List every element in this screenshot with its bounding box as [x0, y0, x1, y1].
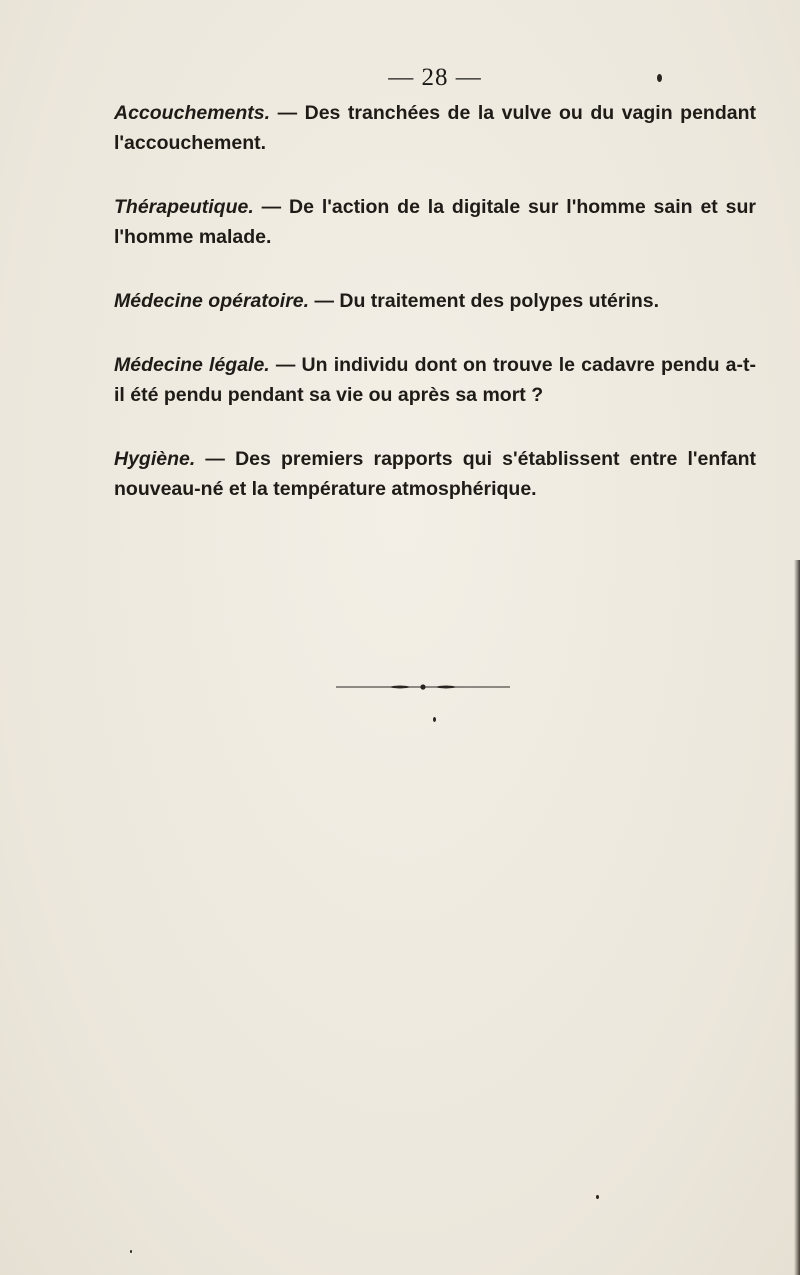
- page-number: — 28 —: [388, 64, 482, 91]
- rubric-medecine-legale: Médecine légale.: [114, 354, 270, 376]
- question-therapeutique: [114, 192, 756, 252]
- thesis-questions: [114, 98, 756, 538]
- question-text-hygiene: — Des premiers rapports qui s'établissent entre l'enfant nouveau-né et la température atmosphérique.: [114, 448, 756, 500]
- question-text-medecine-legale: — Un individu dont on trouve le cadavre pendu a-t-il été pendu pendant sa vie ou après sa mort ?: [114, 354, 756, 406]
- question-hygiene: [114, 444, 756, 504]
- rubric-therapeutique: Thérapeutique.: [114, 196, 254, 218]
- question-medecine-legale: [114, 350, 756, 410]
- ink-speck: [596, 1195, 599, 1199]
- divider-ornament-icon: [336, 684, 510, 690]
- page-edge-shadow: [794, 560, 800, 1275]
- ink-speck: [130, 1250, 132, 1253]
- question-text-therapeutique: — De l'action de la digitale sur l'homme sain et sur l'homme malade.: [114, 196, 756, 248]
- ink-speck: [657, 74, 662, 82]
- rubric-hygiene: Hygiène.: [114, 448, 196, 470]
- question-medecine-operatoire: [114, 286, 756, 316]
- rubric-accouchements: Accouchements.: [114, 102, 271, 124]
- question-text-medecine-operatoire: — Du traitement des polypes utérins.: [309, 290, 660, 312]
- question-text-accouchements: — Des tranchées de la vulve ou du vagin pendant l'accouchement.: [114, 102, 756, 154]
- rubric-medecine-operatoire: Médecine opératoire.: [114, 290, 310, 312]
- question-accouchements: [114, 98, 756, 158]
- ink-speck: [433, 717, 436, 722]
- ornamental-divider: [336, 684, 510, 690]
